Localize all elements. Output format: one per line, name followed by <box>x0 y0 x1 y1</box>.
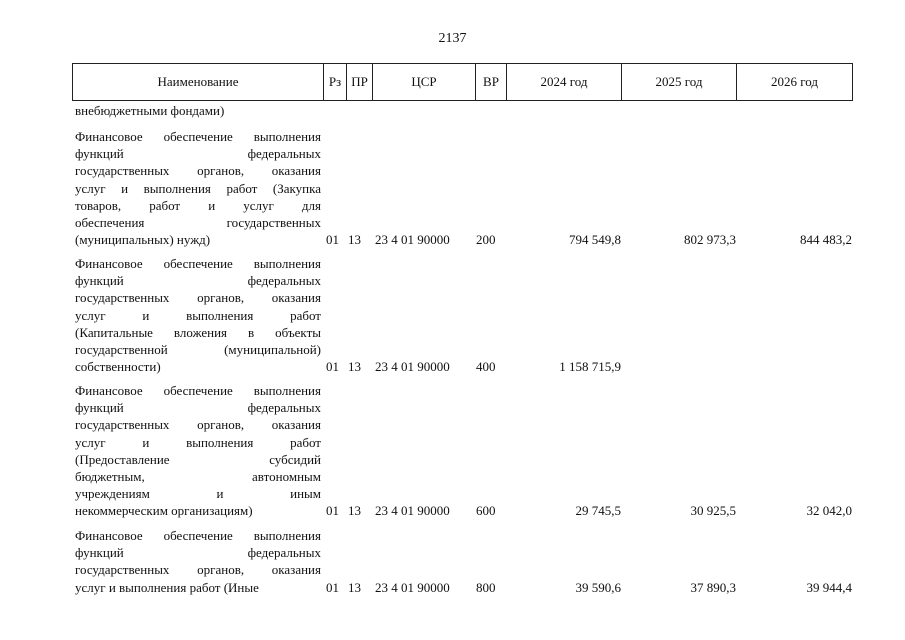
row-name <box>75 382 321 520</box>
row-name-line: услуг и выполнения работ (Закупка <box>75 180 321 196</box>
cell-csr: 23 4 01 90000 <box>375 359 450 375</box>
row-name-line: функций федеральных <box>75 545 321 561</box>
cell-pr: 13 <box>348 359 361 375</box>
cell-vr: 200 <box>476 232 496 248</box>
cell-pr: 13 <box>348 503 361 519</box>
row-name-line: Финансовое обеспечение выполнения <box>75 256 321 271</box>
cell-csr: 23 4 01 90000 <box>375 579 450 595</box>
cell-vr: 600 <box>476 503 496 519</box>
row-name-line: государственных органов, оказания <box>75 562 321 578</box>
cell-y2026: 32 042,0 <box>806 503 852 519</box>
row-name-line: Финансовое обеспечение выполнения <box>75 129 321 144</box>
cell-y2025: 30 925,5 <box>690 503 736 519</box>
row-name-line: (Капитальные вложения в объекты <box>75 324 321 340</box>
row-name-line: собственности) <box>75 359 161 375</box>
cell-vr: 800 <box>476 579 496 595</box>
row-name-line: обеспечения государственных <box>75 214 321 230</box>
row-name-line: функций федеральных <box>75 400 321 416</box>
row-name-line: услуг и выполнения работ <box>75 307 321 323</box>
cell-rz: 01 <box>326 579 339 595</box>
header-vr: ВР <box>475 64 506 100</box>
header-rz: Рз <box>323 64 346 100</box>
row-name-line: Финансовое обеспечение выполнения <box>75 383 321 398</box>
cell-y2024: 39 590,6 <box>575 579 621 595</box>
row-name-line: некоммерческим организациям) <box>75 503 253 519</box>
row-name <box>75 128 321 248</box>
header-csr: ЦСР <box>372 64 475 100</box>
cell-y2026: 844 483,2 <box>800 232 852 248</box>
row-name-line: (Предоставление субсидий <box>75 451 321 467</box>
cell-vr: 400 <box>476 359 496 375</box>
header-2024: 2024 год <box>506 64 621 100</box>
cell-y2025: 802 973,3 <box>684 232 736 248</box>
header-2026: 2026 год <box>736 64 852 100</box>
row-name-line: услуг и выполнения работ <box>75 434 321 450</box>
row-name-line: услуг и выполнения работ (Иные <box>75 579 259 595</box>
row-name <box>75 255 321 375</box>
row-name-line: государственной (муниципальной) <box>75 341 321 357</box>
row-name-line: функций федеральных <box>75 273 321 289</box>
row-name-line: Финансовое обеспечение выполнения <box>75 528 321 543</box>
header-2025: 2025 год <box>621 64 736 100</box>
row-name-line: государственных органов, оказания <box>75 290 321 306</box>
cell-y2024: 29 745,5 <box>575 503 621 519</box>
row-name-line: бюджетным, автономным <box>75 468 321 484</box>
row-name-line: учреждениям и иным <box>75 486 321 502</box>
row-name-line: (муниципальных) нужд) <box>75 232 211 248</box>
cell-y2026: 39 944,4 <box>806 579 852 595</box>
cell-pr: 13 <box>348 232 361 248</box>
row-name-line: функций федеральных <box>75 146 321 162</box>
table-header <box>72 63 853 101</box>
row-name-line: государственных органов, оказания <box>75 163 321 179</box>
page-number: 2137 <box>438 31 467 46</box>
cell-rz: 01 <box>326 359 339 375</box>
cell-pr: 13 <box>348 579 361 595</box>
row-name-line: государственных органов, оказания <box>75 417 321 433</box>
cell-csr: 23 4 01 90000 <box>375 503 450 519</box>
row-name-line: товаров, работ и услуг для <box>75 197 321 213</box>
cell-y2025: 37 890,3 <box>690 579 736 595</box>
continuation-text: внебюджетными фондами) <box>75 103 225 118</box>
cell-y2024: 794 549,8 <box>569 232 621 248</box>
cell-rz: 01 <box>326 232 339 248</box>
cell-rz: 01 <box>326 503 339 519</box>
row-name <box>75 527 321 596</box>
cell-y2024: 1 158 715,9 <box>559 359 621 375</box>
header-pr: ПР <box>346 64 372 100</box>
header-name: Наименование <box>157 74 239 89</box>
cell-csr: 23 4 01 90000 <box>375 232 450 248</box>
